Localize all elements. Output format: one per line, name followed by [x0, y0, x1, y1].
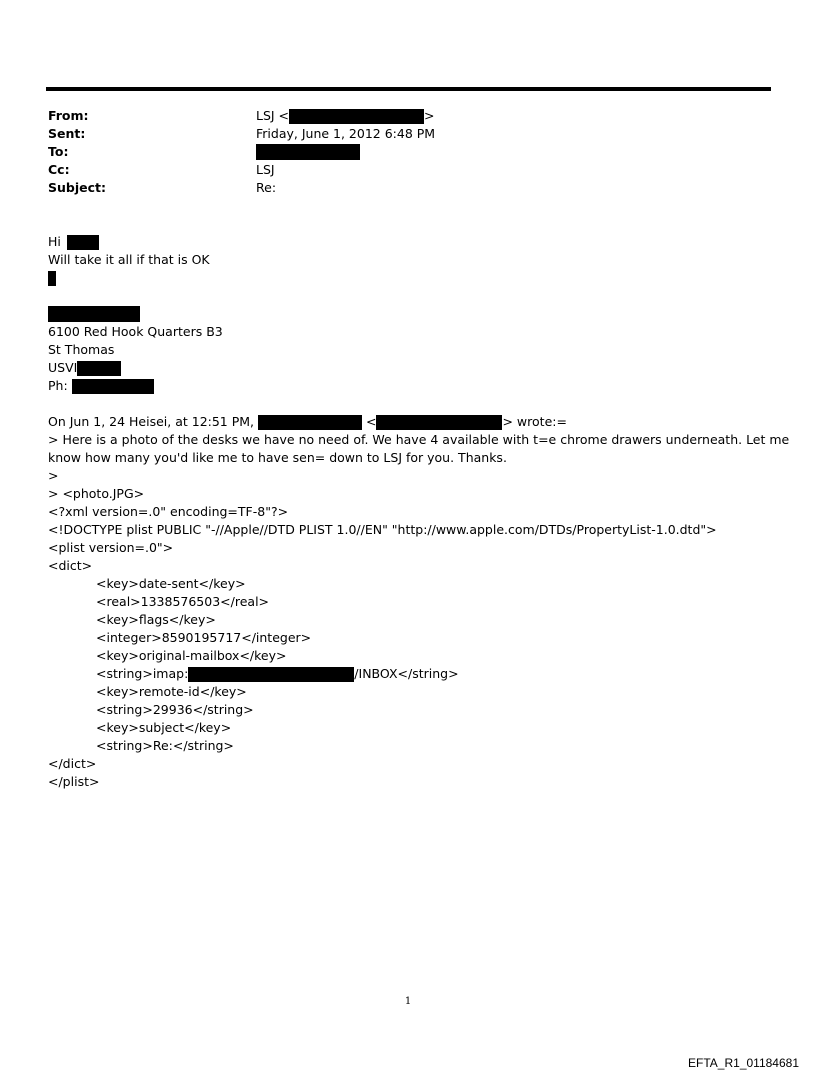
subject-value: Re: [256, 180, 277, 195]
redaction-block [48, 271, 56, 286]
dict-line: <string>Re:</string> [96, 738, 234, 753]
dict-line: <string>29936</string> [96, 702, 254, 717]
page-number: 1 [404, 996, 412, 1007]
redaction-block [376, 415, 502, 430]
dict-text: /INBOX</string> [354, 666, 459, 681]
redaction-block [188, 667, 354, 682]
from-label: From: [48, 108, 89, 123]
dict-line: <key>subject</key> [96, 720, 232, 735]
quote-line: > <photo.JPG> [48, 486, 145, 501]
xml-line: </dict> [48, 756, 97, 771]
greeting-text: Hi [48, 234, 61, 249]
address-text: USVI [48, 360, 78, 375]
quote-line: know how many you'd like me to have sen= down to LSJ for you. Thanks. [48, 450, 507, 465]
dict-line: <real>1338576503</real> [96, 594, 270, 609]
bates-number: EFTA_R1_01184681 [688, 1056, 799, 1070]
xml-line: </plist> [48, 774, 100, 789]
quote-line: > [48, 468, 59, 483]
dict-line: <integer>8590195717</integer> [96, 630, 312, 645]
redaction-block [77, 361, 121, 376]
greeting-line [48, 233, 99, 251]
redaction-block [258, 415, 362, 430]
address-line [48, 359, 121, 377]
xml-line: <!DOCTYPE plist PUBLIC "-//Apple//DTD PLIST 1.0//EN" "http://www.apple.com/DTDs/PropertyList-1.0.dtd"> [48, 522, 717, 537]
dict-line: <key>flags</key> [96, 612, 216, 627]
from-name: LSJ < [256, 108, 290, 123]
quote-intro-line [48, 413, 567, 431]
from-value [256, 107, 435, 125]
quote-intro-end: > wrote:= [502, 414, 567, 429]
dict-line: <key>original-mailbox</key> [96, 648, 287, 663]
redaction-block [72, 379, 154, 394]
xml-line: <plist version=.0"> [48, 540, 174, 555]
xml-line: <?xml version=.0" encoding=TF-8"?> [48, 504, 289, 519]
address-line: 6100 Red Hook Quarters B3 [48, 324, 223, 339]
sent-label: Sent: [48, 126, 86, 141]
cc-value: LSJ [256, 162, 275, 177]
to-label: To: [48, 144, 69, 159]
from-close: > [424, 108, 435, 123]
quote-line: > Here is a photo of the desks we have no need of. We have 4 available with t=e chrome drawers underneath. Let me [48, 432, 790, 447]
quote-intro-bracket: < [366, 414, 377, 429]
quote-intro-text: On Jun 1, 24 Heisei, at 12:51 PM, [48, 414, 255, 429]
redaction-block [256, 144, 360, 160]
phone-line [48, 377, 154, 395]
sent-value: Friday, June 1, 2012 6:48 PM [256, 126, 436, 141]
address-line: St Thomas [48, 342, 115, 357]
dict-line [96, 665, 459, 683]
dict-text: <string>imap: [96, 666, 189, 681]
xml-line: <dict> [48, 558, 93, 573]
cc-label: Cc: [48, 162, 70, 177]
redaction-block [48, 306, 140, 322]
dict-line: <key>date-sent</key> [96, 576, 246, 591]
subject-label: Subject: [48, 180, 106, 195]
redaction-block [67, 235, 99, 250]
phone-label: Ph: [48, 378, 68, 393]
header-rule [46, 87, 771, 91]
redaction-block [289, 109, 424, 124]
dict-line: <key>remote-id</key> [96, 684, 247, 699]
body-line: Will take it all if that is OK [48, 252, 210, 267]
